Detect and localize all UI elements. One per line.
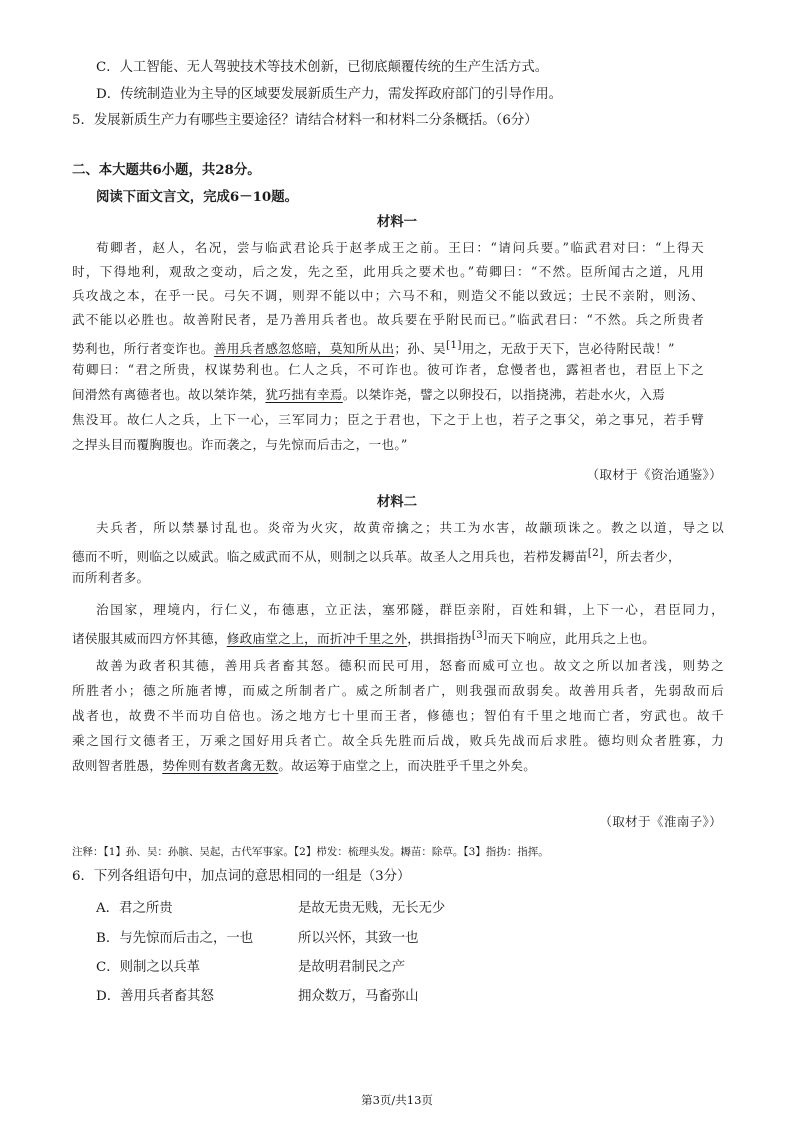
underlined-sentence-3: 修政庙堂之上，而折冲千里之外 [226, 631, 408, 647]
material-2-line: 治国家，理境内，行仁义，布德惠，立正法，塞邪隧，群臣亲附，百姓和辑，上下一心，君臣同力， [96, 602, 724, 617]
underlined-sentence-2: 犹巧拙有幸焉 [265, 387, 343, 402]
material-1-line: 焦没耳。故仁人之兵，上下一心，三军同力；臣之于君也，下之于上也，若子之事父，弟之事兄，若手臂 [72, 412, 704, 427]
footnote-marker: [3] [471, 629, 488, 641]
material-2-line: 战者也，故费不半而功自倍也。汤之地方七十里而王者，修德也；智伯有千里之地而亡者，穷武也。故千 [72, 708, 724, 723]
material-1-line: 时，下得地利，观敌之变动，后之发，先之至，此用兵之要术也。”荀卿曰：“不然。臣所闻古之道，凡用 [72, 264, 704, 279]
text-segment: 诸侯服其威而四方怀其德， [72, 631, 227, 647]
underlined-sentence-4: 势侔则有数者禽无数 [162, 758, 279, 773]
option-c-q4: C．人工智能、无人驾驶技术等技术创新，已彻底颠覆传统的生产生活方式。 [96, 60, 549, 75]
material-2-line: 乘之国行文德者王，万乘之国好用兵者亡。故全兵先胜而后战，败兵先战而后求胜。德均则众者胜寡，力 [72, 733, 724, 748]
material-2-title: 材料二 [376, 494, 418, 510]
text-segment: 。故运筹于庙堂之上，而决胜乎千里之外矣。 [278, 758, 537, 773]
text-segment: ，拱揖指㧑 [407, 631, 472, 647]
text-segment: 间滑然有离德者也。故以桀诈桀， [72, 387, 266, 402]
material-2-line: 故善为政者积其德，善用兵者畜其怒。德积而民可用，怒畜而威可立也。故文之所以加者浅，则势之 [96, 658, 724, 673]
option-d-left: D．善用兵者畜其怒 [96, 989, 214, 1004]
text-segment: ，所去者少， [603, 549, 681, 565]
option-c-left: C．则制之以兵革 [96, 960, 200, 975]
text-segment: 用之，无敌于天下，岂必待附民哉！” [461, 341, 675, 357]
question-5: 5．发展新质生产力有哪些主要途径？请结合材料一和材料二分条概括。（6分） [72, 113, 538, 128]
material-2-line: 所胜者小；德之所施者博，而威之所制者广。威之所制者广，则我强而敌弱矣。故善用兵者，先弱敌而后 [72, 683, 724, 698]
material-1-line: 荀卿者，赵人，名况，尝与临武君论兵于赵孝成王之前。王曰：“请问兵要。”临武君对曰：“上得天 [96, 240, 704, 255]
material-1-line: 之捍头目而覆胸腹也。诈而袭之，与先惊而后击之，一也。” [72, 437, 408, 452]
option-c-right: 是故明君制民之产 [298, 960, 406, 975]
text-segment: 而天下响应，此用兵之上也。 [487, 631, 656, 647]
source-note-1: （取材于《资治通鉴》） [586, 467, 722, 482]
material-2-line: 而所利者多。 [72, 570, 150, 585]
footnote-marker: [1] [445, 339, 462, 351]
text-segment: 德而不听，则临之以威武。临之威武而不从，则制之以兵革。故圣人之用兵也，若栉发耨苗 [72, 549, 588, 565]
text-segment: 敌则智者胜愚， [72, 758, 163, 773]
material-2-line: 夫兵者，所以禁暴讨乱也。炎帝为火灾，故黄帝擒之；共工为水害，故颛顼诛之。教之以道，导之以 [96, 520, 724, 535]
material-1-line: 荀卿曰：“君之所贵，权谋势利也。仁人之兵，不可诈也。彼可诈者，怠慢者也，露袒者也，君臣上下之 [72, 362, 704, 377]
option-d-right: 拥众数万，马畜弥山 [298, 989, 419, 1004]
material-1-line: 兵攻战之本，在乎一民。弓矢不调，则羿不能以中；六马不和，则造父不能以致远；士民不亲附，则汤、 [72, 288, 704, 303]
footnote-marker: [2] [587, 547, 604, 559]
question-6: 6．下列各组语句中，加点词的意思相同的一组是（3分） [72, 869, 411, 884]
option-b-left: B．与先惊而后击之，一也 [96, 931, 254, 946]
option-d-q4: D．传统制造业为主导的区域要发展新质生产力，需发挥政府部门的引导作用。 [96, 87, 563, 102]
annotation-notes: 注释：【1】孙、吴：孙膑、吴起，古代军事家。【2】栉发：梳理头发。耨苗：除草。【3】指㧑：指挥。 [72, 846, 549, 858]
material-2-line [72, 625, 724, 649]
material-1-line: 武不能以必胜也。故善附民者，是乃善用兵者也。故兵要在乎附民而已。”临武君曰：“不然。兵之所贵者 [72, 312, 704, 327]
text-segment: 。以桀诈尧，譬之以卵投石，以指挠沸，若赴水火，入焉 [342, 387, 666, 402]
option-a-right: 是故无贵无贱，无长无少 [298, 901, 446, 916]
option-a-left: A．君之所贵 [96, 901, 173, 916]
text-segment: ；孙、吴 [394, 341, 446, 357]
material-2-line [72, 756, 724, 776]
material-1-line [72, 335, 704, 359]
material-1-title: 材料一 [376, 214, 418, 230]
underlined-sentence-1: 善用兵者感忽悠暗，莫知所从出 [213, 341, 395, 357]
source-note-2: （取材于《淮南子》） [599, 814, 722, 829]
material-1-line [72, 385, 704, 405]
reading-instruction: 阅读下面文言文，完成6－10题。 [96, 189, 299, 205]
page-number: 第3页/共13页 [361, 1093, 433, 1107]
material-2-line [72, 543, 724, 567]
text-segment: 势利也，所行者变诈也。 [72, 341, 214, 357]
option-b-right: 所以兴怀，其致一也 [298, 931, 419, 946]
section-heading: 二、本大题共6小题，共28分。 [72, 162, 261, 178]
